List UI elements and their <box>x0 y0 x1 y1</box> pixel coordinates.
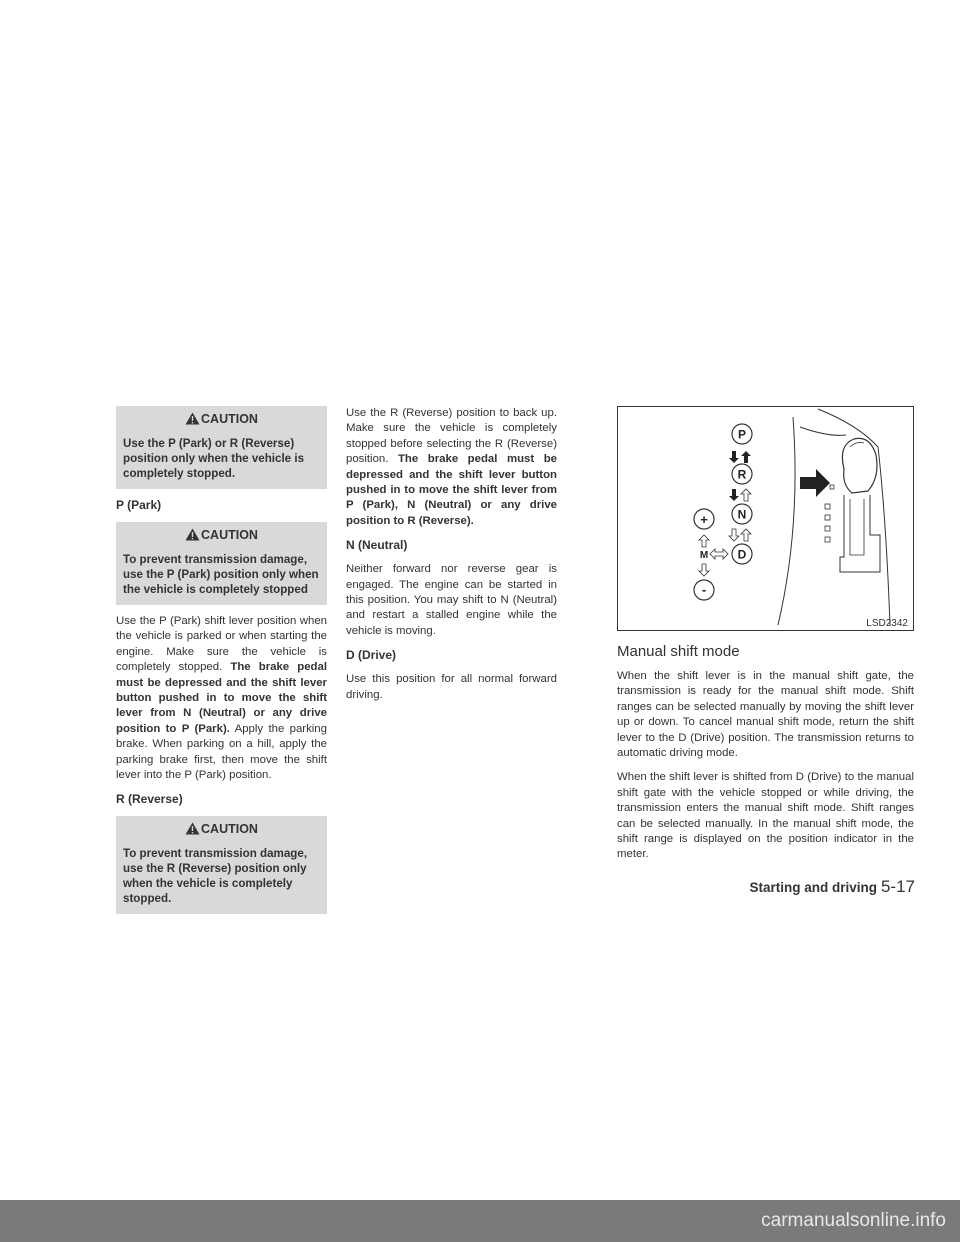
heading-neutral: N (Neutral) <box>346 538 408 553</box>
gate-indicator <box>830 485 834 489</box>
shift-knob <box>842 438 877 493</box>
reverse-paragraph: Use the R (Reverse) position to back up. Make sure the vehicle is completely stopped before selecting the R (Reverse) position. The brake pedal must be depressed and the shift lever button pushed in to move the shift lever from P (Park), N (Neutral) or any drive position to R (Reverse). <box>346 407 558 527</box>
neutral-paragraph: Neither forward nor reverse gear is engaged. The engine can be started in this position. You may shift to N (Neutral) and restart a stalled engine while the vehicle is moving. <box>346 563 557 637</box>
position-d-label: D <box>737 547 747 562</box>
middle-column <box>346 406 557 712</box>
up-arrow-outline-icon <box>741 489 751 501</box>
caution-text: To prevent transmission damage, use the P (Park) position only when the vehicle is completely stopped <box>123 553 319 596</box>
heading-drive: D (Drive) <box>346 648 397 663</box>
pointer-arrow-icon <box>800 469 830 497</box>
warning-icon <box>185 822 200 835</box>
caution-box <box>116 816 327 914</box>
caution-title: CAUTION <box>201 528 258 542</box>
manual-paragraph-1: When the shift lever is in the manual shift gate, the transmission is ready for the manual shift mode. Shift ranges can be selected manually by moving the shift lever up or down. To cancel manual shift mode, return the shift lever to the D (Drive) position. The transmission returns to automatic driving mode. <box>617 670 914 760</box>
caution-text: To prevent transmission damage, use the R (Reverse) position only when the vehicle is completely stopped. <box>123 847 308 906</box>
up-arrow-outline-icon <box>699 535 709 547</box>
left-column <box>116 406 327 923</box>
position-p-label: P <box>737 427 747 442</box>
down-arrow-outline-icon <box>699 564 709 576</box>
shift-gate <box>850 499 864 555</box>
down-arrow-filled-icon <box>729 489 739 501</box>
caution-title: CAUTION <box>201 412 258 426</box>
shift-gate <box>840 495 880 572</box>
caution-text: Use the P (Park) or R (Reverse) position only when the vehicle is completely stopped. <box>123 437 305 480</box>
down-arrow-filled-icon <box>729 451 739 463</box>
down-arrow-outline-icon <box>729 529 739 541</box>
console-outline <box>800 427 846 435</box>
caution-box <box>116 522 327 605</box>
plus-label: + <box>700 512 708 527</box>
console-outline <box>778 417 795 625</box>
right-column <box>617 406 914 872</box>
gate-indicator <box>825 537 830 542</box>
position-r-label: R <box>737 467 747 482</box>
position-n-label: N <box>737 507 747 522</box>
figure-code: LSD2342 <box>866 618 908 629</box>
m-label: M <box>699 550 709 561</box>
shift-lever-figure <box>617 406 914 631</box>
warning-icon <box>185 412 200 425</box>
manual-paragraph-2: When the shift lever is shifted from D (Drive) to the manual shift gate with the vehicle stopped or while driving, the transmission enters the manual shift mode. Shift ranges can be selected manually. In the manual shift mode, the shift range is displayed on the position indicator in the meter. <box>617 771 914 861</box>
gate-indicator <box>825 515 830 520</box>
heading-reverse: R (Reverse) <box>116 792 183 807</box>
caution-title: CAUTION <box>201 822 258 837</box>
footer-section-name: Starting and driving <box>749 880 877 895</box>
up-arrow-filled-icon <box>741 451 751 463</box>
drive-paragraph: Use this position for all normal forward driving. <box>346 673 557 701</box>
warning-icon <box>185 528 200 541</box>
left-right-arrow-icon <box>710 549 728 559</box>
page-footer <box>705 877 915 897</box>
park-paragraph: Use the P (Park) shift lever position when the vehicle is parked or when starting the engine. Make sure the vehicle is completely stopped. The brake pedal must be depressed and the shift lever button pushed in to move the shift lever from N (Neutral) or any drive position to P (Park). Apply the parking brake. When parking on a hill, apply the parking brake first, then move the shift lever into the P (Park) position. <box>116 615 327 782</box>
heading-park: P (Park) <box>116 498 162 512</box>
watermark-bar <box>0 1200 960 1242</box>
caution-box <box>116 406 327 489</box>
minus-label: - <box>701 582 707 597</box>
watermark-text: carmanualsonline.info <box>761 1210 946 1231</box>
section-title: Manual shift mode <box>617 643 740 660</box>
page-number: 5-17 <box>880 877 915 896</box>
gate-indicator <box>825 526 830 531</box>
gate-indicator <box>825 504 830 509</box>
up-arrow-outline-icon <box>741 529 751 541</box>
